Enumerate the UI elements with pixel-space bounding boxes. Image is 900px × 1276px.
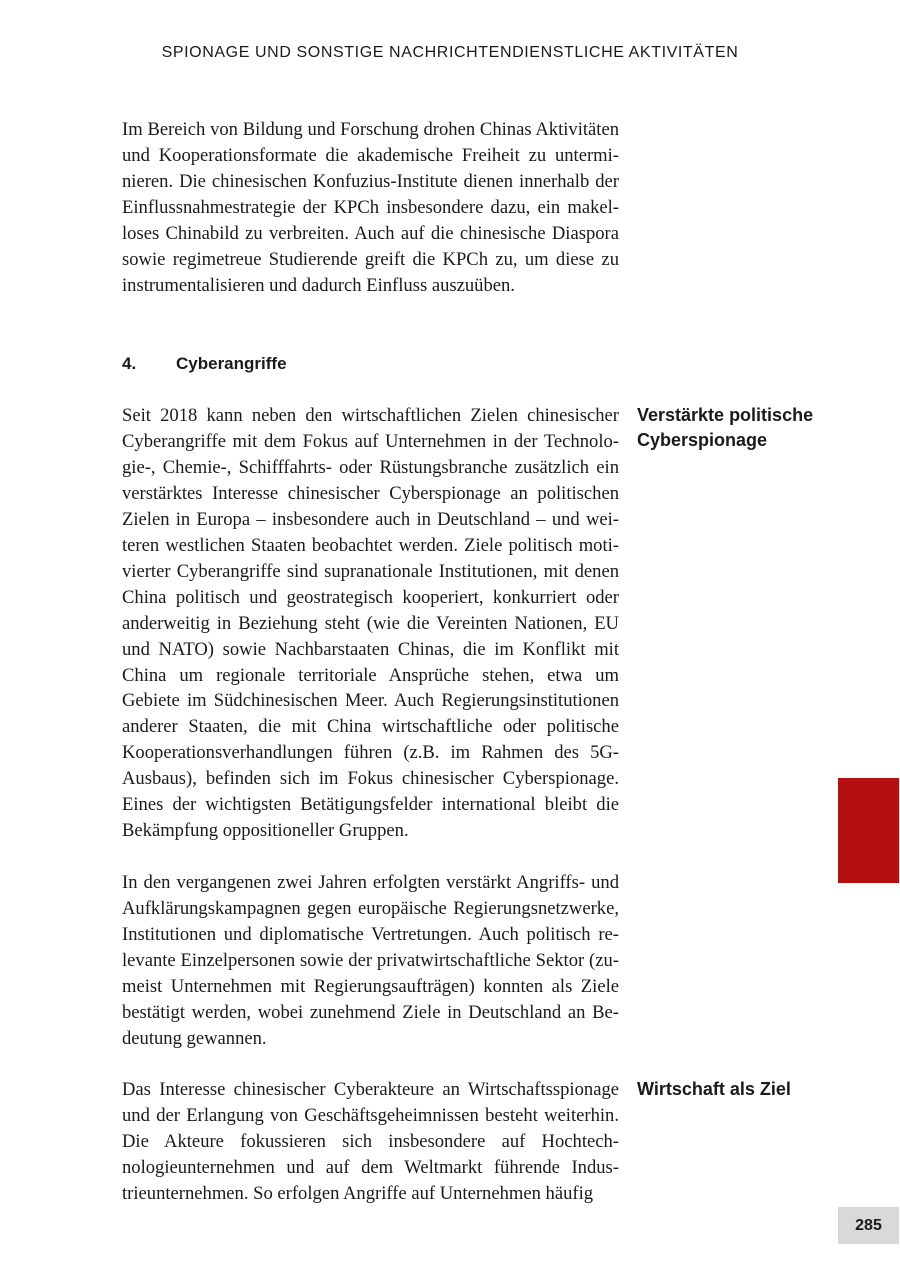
running-header: SPIONAGE UND SONSTIGE NACHRICHTENDIENSTLICHE AKTIVITÄTEN <box>161 44 739 61</box>
margin-note-economy-target: Wirtschaft als Ziel <box>637 1079 791 1099</box>
section-title: Cyberangriffe <box>176 354 287 373</box>
paragraph-economic-espionage: Das Interesse chinesischer Cyberakteure an Wirtschaftsspionage und der Erlangung von Geschäftsgeheimnissen besteht weiterhin. Die Akteure fokussieren sich insbesondere auf Hochtechnologieunternehmen und auf dem Weltmarkt führende Industrieunternehmen. So erfolgen Angriffe auf Unternehmen häufig <box>122 1079 619 1204</box>
paragraph-education-research: Im Bereich von Bildung und Forschung drohen Chinas Aktivitäten und Kooperationsformate die akademische Freiheit zu unterminieren. Die chinesischen Konfuzius-Institute dienen innerhalb der Einflussnahmestrategie der KPCh insbesondere dazu, ein makelloses Chinabild zu verbreiten. Auch auf die chinesische Diaspora sowie regimetreue Studierende greift die KPCh zu, um diese zu instrumentalisieren und dadurch Einfluss auszuüben. <box>122 119 619 296</box>
section-heading <box>122 352 287 376</box>
margin-note-political-cyberespionage: Verstärkte politische Cyberspionage <box>637 405 814 450</box>
section-number: 4. <box>122 354 137 373</box>
paragraph-political-cyberespionage: Seit 2018 kann neben den wirtschaftlichen Zielen chinesischer Cyberangriffe mit dem Fokus auf Unternehmen in der Technologie-, Chemie-, Schifffahrts- oder Rüstungsbranche zusätzlich ein verstärktes Interesse chinesischer Cyberspionage an politischen Zielen in Europa – insbesondere auch in Deutschland – und weiteren westlichen Staaten beobachtet werden. Ziele politisch motivierter Cyberangriffe sind supranationale Institutionen, mit denen China politisch und geostrategisch kooperiert, konkurriert oder anderweitig in Beziehung steht (wie die Vereinten Nationen, EU und NATO) sowie Nachbarstaaten Chinas, die im Konflikt mit China um regionale territoriale Ansprüche stehen, etwa um Gebiete im Südchinesischen Meer. Auch Regierungsinstitutionen anderer Staaten, die mit China wirtschaftliche oder politische Kooperationsverhandlungen führen (z.B. im Rahmen des 5G-Ausbaus), befinden sich im Fokus chinesischer Cyberspionage. Eines der wichtigsten Betätigungsfelder international bleibt die Bekämpfung oppositioneller Gruppen. <box>122 405 619 842</box>
page-number: 285 <box>838 1207 899 1244</box>
chapter-thumb-tab <box>838 778 899 883</box>
paragraph-campaigns: In den vergangenen zwei Jahren erfolgten verstärkt Angriffs- und Aufklärungskampagnen gegen europäische Regierungsnetzwerke, Institutionen und diplomatische Vertretungen. Auch politisch relevante Einzelpersonen sowie der privatwirtschaftliche Sektor (zumeist Unternehmen mit Regierungsaufträgen) konnten als Ziele bestätigt werden, wobei zunehmend Ziele in Deutschland an Bedeutung gewannen. <box>122 872 619 1049</box>
